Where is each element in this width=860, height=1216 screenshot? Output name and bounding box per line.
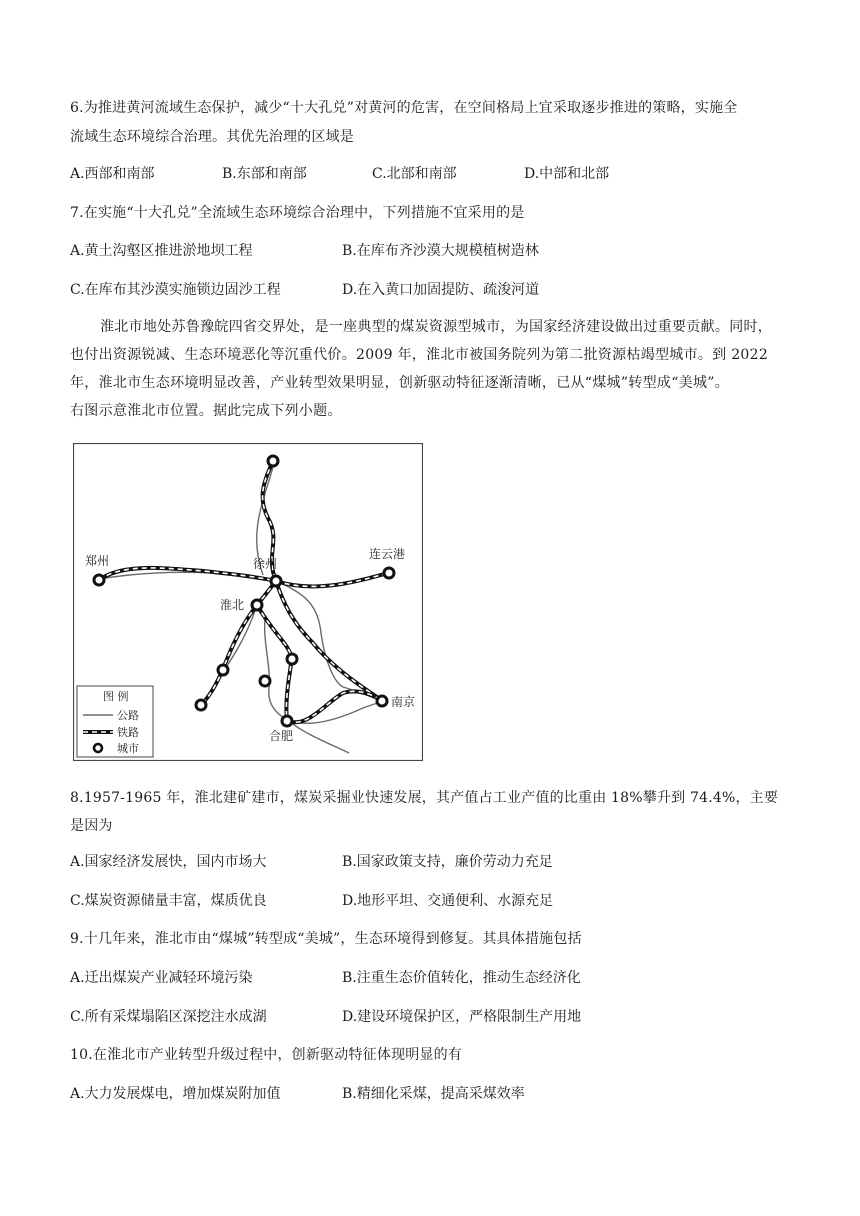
label-hefei: 合肥 — [269, 729, 294, 743]
city-marker-southwest — [196, 700, 206, 710]
city-marker-huaibei — [252, 600, 262, 610]
city-marker-east-anhui — [287, 654, 297, 664]
city-marker-hefei — [282, 716, 292, 726]
q9-option-a: A.迁出煤炭产业减轻环境污染 — [70, 970, 253, 986]
legend-title: 图 例 — [103, 690, 129, 703]
q9-option-d: D.建设环境保护区，严格限制生产用地 — [342, 1009, 582, 1025]
q7-option-b: B.在库布齐沙漠大规模植树造林 — [342, 243, 539, 259]
label-huaibei: 淮北 — [220, 598, 245, 612]
legend-road: 公路 — [117, 709, 139, 722]
q8-option-b: B.国家政策支持，廉价劳动力充足 — [342, 854, 553, 870]
q9-option-b: B.注重生态价值转化，推动生态经济化 — [342, 970, 581, 986]
q7-option-c: C.在库布其沙漠实施锁边固沙工程 — [70, 282, 281, 298]
q6-stem-line1: 6.为推进黄河流域生态保护，减少“十大孔兑”对黄河的危害，在空间格局上宜采取逐步推进的策略，实施全 — [70, 100, 738, 116]
q6-option-a: A.西部和南部 — [70, 166, 155, 182]
q6-option-b: B.东部和南部 — [222, 166, 307, 182]
city-marker-north — [268, 456, 278, 466]
passage — [70, 313, 794, 425]
q8-option-a: A.国家经济发展快，国内市场大 — [70, 854, 267, 870]
q7-option-a: A.黄土沟壑区推进淤地坝工程 — [70, 243, 253, 259]
q8-option-d: D.地形平坦、交通便利、水源充足 — [342, 893, 554, 909]
q8-stem-line1: 8.1957-1965 年，淮北建矿建市，煤炭采掘业快速发展，其产值占工业产值的比重由 18%攀升到 74.4%，主要 — [70, 790, 779, 806]
q7-option-d: D.在入黄口加固提防、疏浚河道 — [342, 282, 540, 298]
q6-option-d: D.中部和北部 — [524, 166, 610, 182]
q10-option-b: B.精细化采煤，提高采煤效率 — [342, 1086, 525, 1102]
city-marker-xuzhou — [271, 576, 281, 586]
city-marker-zhengzhou — [94, 575, 104, 585]
city-marker-lianyungang — [384, 568, 394, 578]
q6-option-c: C.北部和南部 — [372, 166, 457, 182]
passage-line3: 年，淮北市生态环境明显改善，产业转型效果明显，创新驱动特征逐渐清晰，已从“煤城”转型成“美城”。 — [70, 375, 730, 391]
label-xuzhou: 徐州 — [253, 557, 278, 571]
city-marker-nanjing — [377, 696, 387, 706]
q10-option-a: A.大力发展煤电，增加煤炭附加值 — [70, 1086, 281, 1102]
q10-stem: 10.在淮北市产业转型升级过程中，创新驱动特征体现明显的有 — [70, 1047, 463, 1063]
legend-rail: 铁路 — [117, 726, 139, 739]
map-legend — [77, 686, 153, 757]
q6-stem-line2: 流域生态环境综合治理。其优先治理的区域是 — [70, 129, 354, 145]
city-marker-west-anhui — [218, 665, 228, 675]
label-lianyungang: 连云港 — [369, 547, 406, 561]
q9-stem: 9.十几年来，淮北市由“煤城”转型成“美城”，生态环境得到修复。其具体措施包括 — [70, 931, 582, 947]
passage-line4: 右图示意淮北市位置。据此完成下列小题。 — [70, 403, 342, 419]
huaibei-location-map — [73, 443, 423, 761]
legend-city-swatch — [94, 744, 102, 752]
q9-option-c: C.所有采煤塌陷区深挖注水成湖 — [70, 1009, 267, 1025]
passage-line1: 淮北市地处苏鲁豫皖四省交界处，是一座典型的煤炭资源型城市，为国家经济建设做出过重要贡献。同时， — [100, 319, 773, 335]
q8-option-c: C.煤炭资源储量丰富，煤质优良 — [70, 893, 267, 909]
label-zhengzhou: 郑州 — [85, 554, 110, 568]
q8-stem-line2: 是因为 — [70, 818, 113, 834]
label-nanjing: 南京 — [391, 695, 416, 709]
q7-stem: 7.在实施“十大孔兑”全流域生态环境综合治理中，下列措施不宜采用的是 — [70, 205, 525, 221]
passage-line2: 也付出资源锐减、生态环境恶化等沉重代价。2009 年，淮北市被国务院列为第二批资源枯竭型城市。到 2022 — [70, 347, 769, 363]
city-marker-central-anhui — [260, 676, 270, 686]
legend-city: 城市 — [117, 742, 139, 755]
